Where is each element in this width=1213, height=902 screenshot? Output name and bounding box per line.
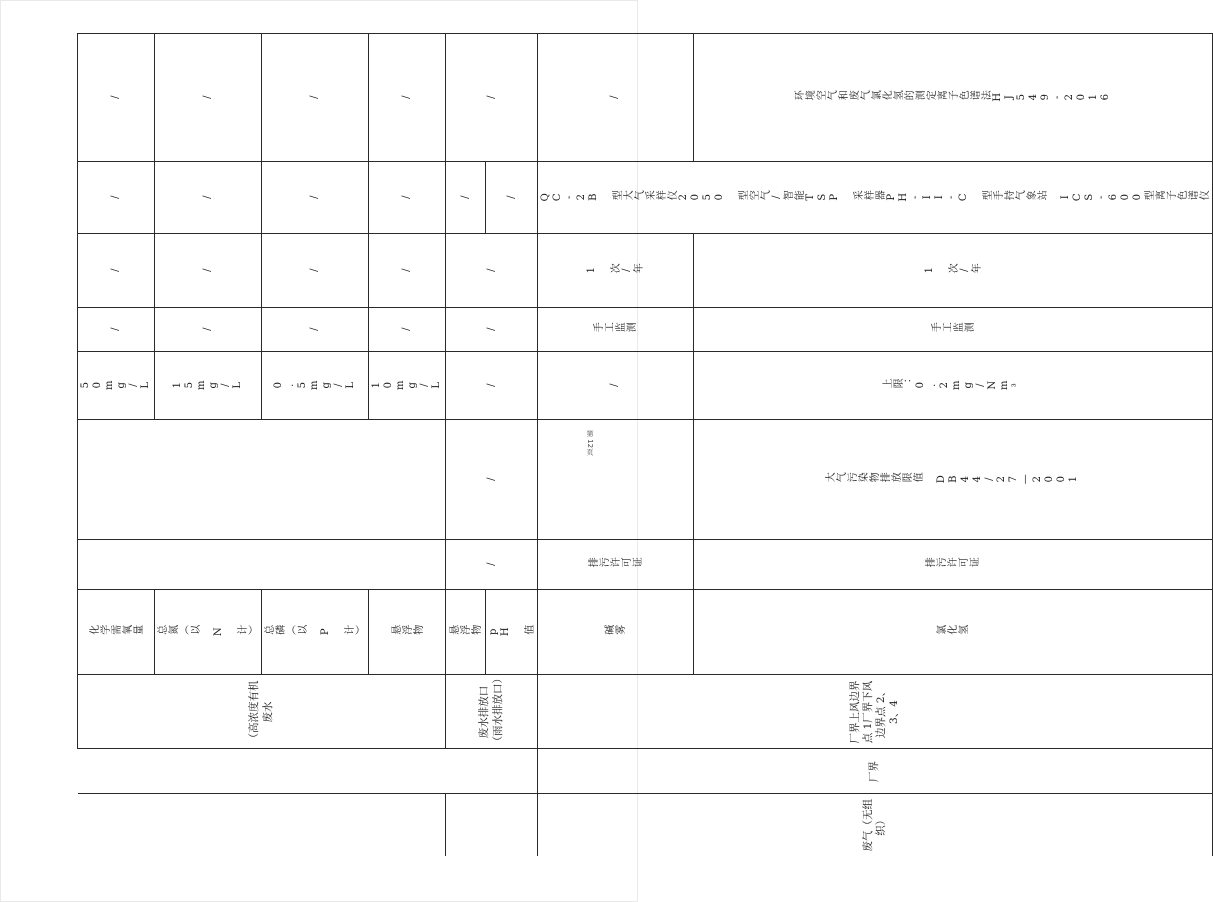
instrument-tp: / bbox=[262, 162, 369, 234]
method-alkali-mist: / bbox=[538, 34, 694, 162]
item-tp: 总磷（以 P 计） bbox=[262, 590, 369, 675]
freq-outlet: / bbox=[446, 234, 538, 308]
item-tn: 总氮（以 N 计） bbox=[155, 590, 262, 675]
limit-hcl: 上限：0.2mg/Nm³ bbox=[693, 352, 1212, 420]
item-ss: 悬浮物 bbox=[369, 590, 446, 675]
outlet-rain-cell: 废水排放口（雨水排放口） bbox=[446, 675, 538, 749]
freq-ss: / bbox=[369, 234, 446, 308]
monitor-outlet: / bbox=[446, 308, 538, 352]
standard-outlet: / bbox=[446, 420, 538, 540]
monitor-tp: / bbox=[262, 308, 369, 352]
method-tp: / bbox=[262, 34, 369, 162]
location-cell-blank bbox=[78, 749, 538, 794]
limit-alkali-mist: / bbox=[538, 352, 694, 420]
freq-hcl: 1 次/年 bbox=[693, 234, 1212, 308]
item-cod: 化学需氧量 bbox=[78, 590, 155, 675]
item-ss-outlet: 悬浮物 bbox=[446, 590, 486, 675]
method-tn: / bbox=[155, 34, 262, 162]
freq-cod: / bbox=[78, 234, 155, 308]
instrument-ss: / bbox=[369, 162, 446, 234]
method-hcl: 环境空气和废气氯化氢的测定离子色谱法HJ549-2016 bbox=[693, 34, 1212, 162]
standard-hcl: 大气污染物排放限值 DB44/27—2001 bbox=[693, 420, 1212, 540]
water-type-cell: （高浓度有机废水 bbox=[78, 675, 446, 749]
table-row bbox=[538, 34, 694, 856]
monitoring-table bbox=[77, 34, 1213, 857]
basis-outlet: / bbox=[446, 540, 538, 590]
freq-alkali-mist: 1 次/年 bbox=[538, 234, 694, 308]
instrument-tn: / bbox=[155, 162, 262, 234]
basis-cell-blank bbox=[78, 540, 446, 590]
method-outlet: / bbox=[446, 34, 538, 162]
basis-hcl: 排污许可证 bbox=[693, 540, 1212, 590]
location-boundary: 厂界 bbox=[538, 749, 1213, 794]
instrument-ss-outlet: / bbox=[446, 162, 486, 234]
item-hcl: 氯化氢 bbox=[693, 590, 1212, 675]
table-row bbox=[446, 34, 486, 856]
freq-tn: / bbox=[155, 234, 262, 308]
category-waste-gas: 废气（无组织） bbox=[538, 794, 1213, 856]
limit-ss: 10mg/L bbox=[369, 352, 446, 420]
instrument-hcl: QC-2B 型大气采样仪2050 型空气/智能TSP 采样器PH-II-C 型手持气象站 ICS-600型离子色谱仪 bbox=[538, 162, 1213, 234]
instrument-cod: / bbox=[78, 162, 155, 234]
item-ph: pH 值 bbox=[486, 590, 538, 675]
monitor-tn: / bbox=[155, 308, 262, 352]
category-cell-blank bbox=[446, 794, 538, 856]
item-alkali-mist: 碱雾 bbox=[538, 590, 694, 675]
limit-outlet: / bbox=[446, 352, 538, 420]
limit-tn: 15mg/L bbox=[155, 352, 262, 420]
method-ss: / bbox=[369, 34, 446, 162]
standard-alkali-mist-blank bbox=[538, 420, 694, 540]
basis-alkali-mist: 排污许可证 bbox=[538, 540, 694, 590]
page-number: 第 12页 bbox=[586, 430, 594, 456]
table-row bbox=[78, 34, 155, 856]
standard-cell-blank bbox=[78, 420, 446, 540]
monitor-alkali-mist: 手工监测 bbox=[538, 308, 694, 352]
monitor-ss: / bbox=[369, 308, 446, 352]
freq-tp: / bbox=[262, 234, 369, 308]
points-boundary: 厂界上风边界点 1厂界下风边界点 2、3、4 bbox=[538, 675, 1213, 749]
method-cod: / bbox=[78, 34, 155, 162]
category-cell-blank bbox=[78, 794, 446, 856]
limit-cod: 50mg/L bbox=[78, 352, 155, 420]
monitor-cod: / bbox=[78, 308, 155, 352]
limit-tp: 0.5mg/L bbox=[262, 352, 369, 420]
monitor-hcl: 手工监测 bbox=[693, 308, 1212, 352]
instrument-ph: / bbox=[486, 162, 538, 234]
